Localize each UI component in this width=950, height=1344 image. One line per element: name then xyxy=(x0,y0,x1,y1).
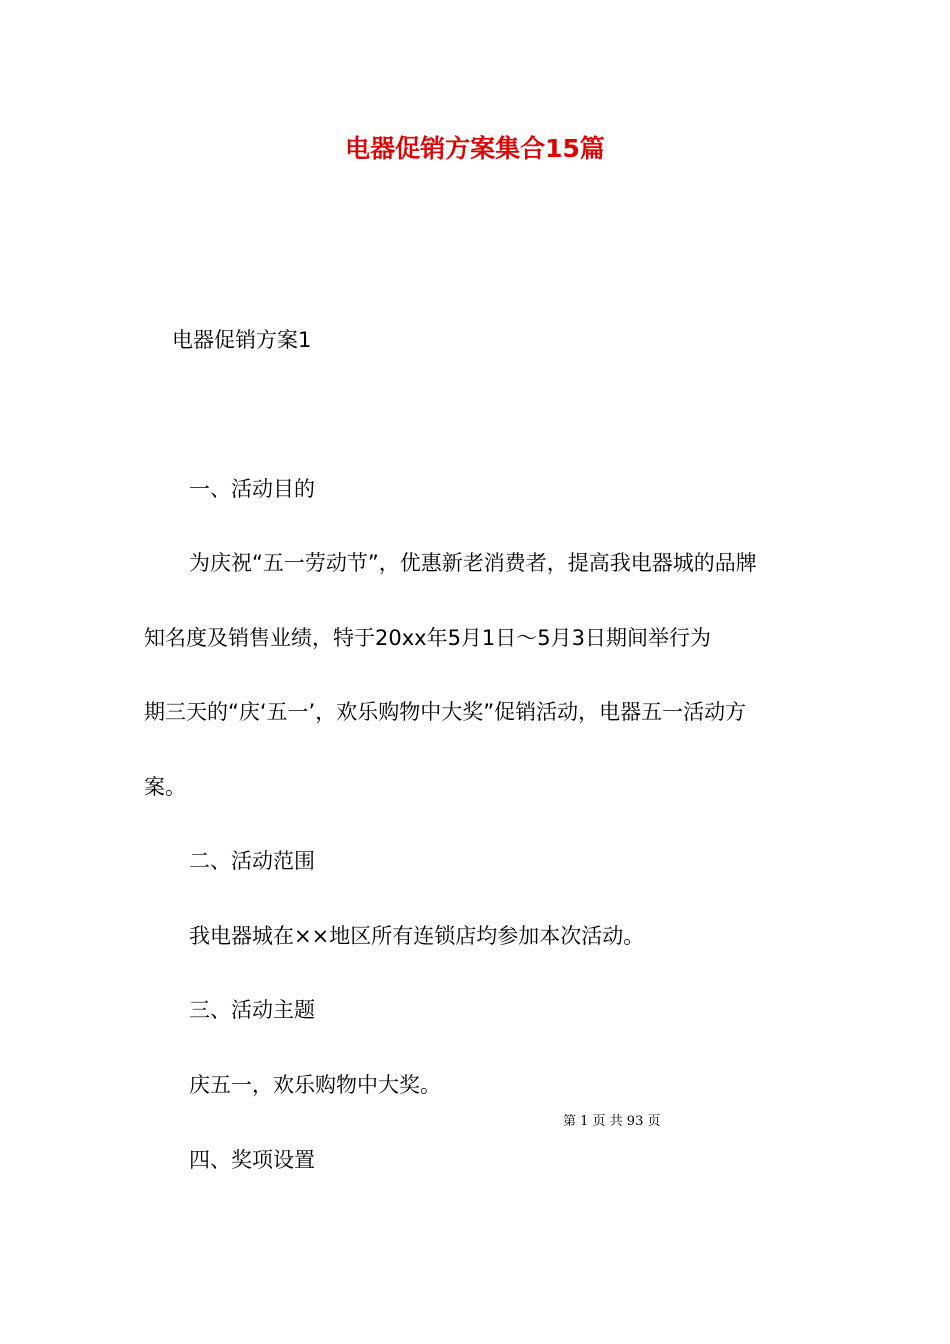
heading-purpose: 一、活动目的 xyxy=(189,477,315,501)
paragraph-line: 期三天的“庆‘五一’，欢乐购物中大奖”促销活动，电器五一活动方 xyxy=(144,700,747,724)
section-subtitle: 电器促销方案1 xyxy=(172,328,312,352)
paragraph-line: 庆五一，欢乐购物中大奖。 xyxy=(189,1073,441,1097)
heading-prizes: 四、奖项设置 xyxy=(189,1148,315,1172)
paragraph-line: 为庆祝“五一劳动节”，优惠新老消费者，提高我电器城的品牌 xyxy=(189,551,757,575)
paragraph-line: 我电器城在××地区所有连锁店均参加本次活动。 xyxy=(189,924,645,948)
document-title: 电器促销方案集合15篇 xyxy=(345,134,605,163)
paragraph-line: 知名度及销售业绩，特于20xx年5月1日～5月3日期间举行为 xyxy=(144,626,712,650)
paragraph-line: 案。 xyxy=(144,775,186,799)
heading-scope: 二、活动范围 xyxy=(189,849,315,873)
heading-theme: 三、活动主题 xyxy=(189,998,315,1022)
page-number-footer: 第 1 页 共 93 页 xyxy=(563,1114,661,1129)
